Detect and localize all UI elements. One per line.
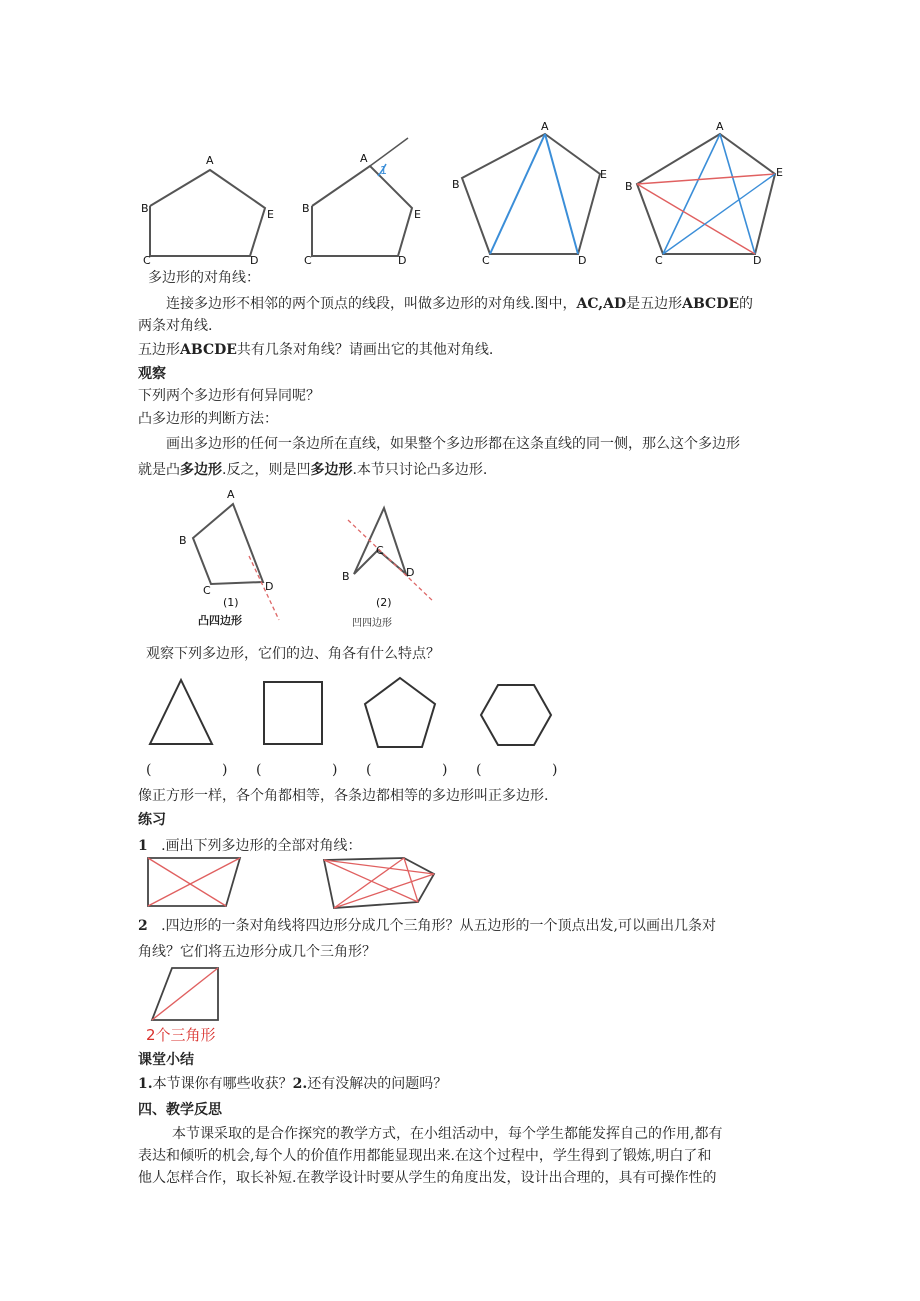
- square-shape: [262, 680, 326, 746]
- label-c: C: [203, 584, 211, 597]
- summary-heading: 课堂小结: [138, 1052, 194, 1068]
- concave-caption: (2): [376, 596, 392, 609]
- label-d: D: [753, 254, 762, 267]
- label-e: E: [776, 166, 783, 179]
- triangle-count-caption: 2个三角形: [146, 1026, 216, 1044]
- label-e: E: [414, 208, 421, 221]
- observe-question-2: 观察下列多边形，它们的边、角各有什么特点？: [146, 646, 440, 662]
- diagonal-question: 五边形ABCDE共有几条对角线？请画出它的其他对角线.: [138, 342, 494, 358]
- label-b: B: [625, 180, 633, 193]
- label-b: B: [179, 534, 187, 547]
- label-a: A: [206, 154, 214, 167]
- label-d: D: [406, 566, 415, 579]
- convex-method-heading: 凸多边形的判断方法：: [138, 411, 278, 427]
- label-c: C: [655, 254, 663, 267]
- label-c: C: [376, 544, 384, 557]
- concave-quadrilateral-figure: [340, 498, 450, 608]
- practice-item-2-cont: 角线？它们将五边形分成几个三角形？: [138, 944, 376, 960]
- reflection-para-2: 表达和倾听的机会,每个人的价值作用都能显现出来.在这个过程中，学生得到了锻炼,明白了和: [138, 1148, 712, 1164]
- diagonal-heading: 多边形的对角线：: [148, 270, 260, 286]
- convex-quadrilateral-figure: [175, 486, 295, 609]
- label-c: C: [482, 254, 490, 267]
- label-a: A: [716, 120, 724, 133]
- practice-item-2: 2 .四边形的一条对角线将四边形分成几个三角形？从五边形的一个顶点出发,可以画出几条对: [138, 918, 717, 934]
- parallelogram-diagonals-figure: [144, 856, 244, 910]
- pentagon-shape: [362, 675, 438, 751]
- pentagon-figure-3: [450, 118, 610, 266]
- blank-close-4: ): [552, 762, 558, 778]
- convex-method-para-2: 就是凸多边形.反之，则是凹多边形.本节只讨论凸多边形.: [138, 462, 488, 478]
- summary-questions: 1.本节课你有哪些收获？2.还有没解决的问题吗？: [138, 1076, 448, 1092]
- convex-method-para-1: 画出多边形的任何一条边所在直线，如果整个多边形都在这条直线的同一侧，那么这个多边形: [166, 436, 740, 452]
- label-b: B: [141, 202, 149, 215]
- pentagon-figure-2: [300, 136, 420, 266]
- diagonal-definition-cont: 两条对角线.: [138, 318, 213, 334]
- pentagon-figure-1: [140, 150, 274, 267]
- blank-close-3: ): [442, 762, 448, 778]
- label-e: E: [267, 208, 274, 221]
- label-a: A: [360, 152, 368, 165]
- label-d: D: [250, 254, 259, 267]
- hexagon-shape: [478, 682, 554, 748]
- concave-name: 凹四边形: [352, 618, 392, 629]
- observe-question-1: 下列两个多边形有何异同呢？: [138, 388, 320, 404]
- quadrilateral-diagonal-figure: [148, 966, 222, 1024]
- observe-heading: 观察: [138, 366, 166, 382]
- label-c: C: [143, 254, 151, 267]
- label-d: D: [578, 254, 587, 267]
- label-b: B: [302, 202, 310, 215]
- blank-close-2: ): [332, 762, 338, 778]
- convex-caption: (1): [223, 596, 239, 609]
- reflection-heading: 四、教学反思: [138, 1102, 222, 1118]
- practice-item-1: 1 .画出下列多边形的全部对角线：: [138, 838, 362, 854]
- blank-open-4: (: [476, 762, 482, 778]
- label-d: D: [265, 580, 274, 593]
- regular-polygon-definition: 像正方形一样，各个角都相等，各条边都相等的多边形叫正多边形.: [138, 788, 549, 804]
- blank-open-2: (: [256, 762, 262, 778]
- angle-mark: 1: [380, 164, 387, 177]
- label-d: D: [398, 254, 407, 267]
- label-c: C: [304, 254, 312, 267]
- convex-name: 凸四边形: [198, 614, 242, 627]
- pentagon-diagonals-figure: [320, 856, 438, 912]
- label-b: B: [342, 570, 350, 583]
- blank-open-3: (: [366, 762, 372, 778]
- reflection-para-3: 他人怎样合作，取长补短.在教学设计时要从学生的角度出发，设计出合理的，具有可操作性的: [138, 1170, 717, 1186]
- label-a: A: [541, 120, 549, 133]
- pentagon-figure-4: [623, 118, 793, 266]
- reflection-para-1: 本节课采取的是合作探究的教学方式，在小组活动中，每个学生都能发挥自己的作用,都有: [172, 1126, 723, 1142]
- practice-heading: 练习: [138, 812, 166, 828]
- blank-close-1: ): [222, 762, 228, 778]
- label-a: A: [227, 488, 235, 501]
- label-e: E: [600, 168, 607, 181]
- blank-open-1: (: [146, 762, 152, 778]
- diagonal-definition: 连接多边形不相邻的两个顶点的线段，叫做多边形的对角线.图中，AC,AD是五边形ABCDE的: [166, 296, 754, 312]
- triangle-shape: [146, 676, 216, 748]
- label-b: B: [452, 178, 460, 191]
